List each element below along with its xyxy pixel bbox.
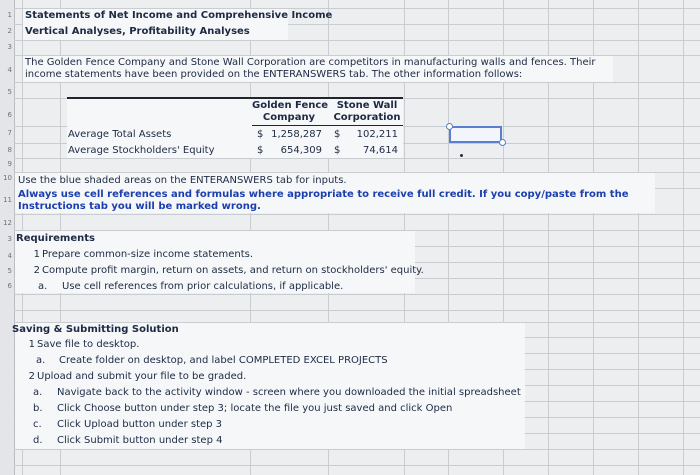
golden-fence-header-2[interactable]: Company [262,112,316,123]
selection-handle-top-left[interactable] [446,123,453,130]
saving-step[interactable]: Click Submit button under step 4 [57,435,223,446]
saving-step-letter: a. [36,355,46,366]
row-number[interactable]: 3 [7,43,12,51]
currency-symbol: $ [257,145,264,156]
requirement-number: 2 [33,265,40,276]
requirements-heading[interactable]: Requirements [16,233,95,244]
requirement-subletter: a. [38,281,48,292]
saving-step-letter: d. [33,435,43,446]
golden-fence-equity[interactable]: 654,309 [280,145,322,156]
instruction-inputs[interactable]: Use the blue shaded areas on the ENTERANSWERS tab for inputs. [18,175,347,186]
row-number[interactable]: 4 [7,252,12,260]
stone-wall-header-2[interactable]: Corporation [333,112,401,123]
stone-wall-equity[interactable]: 74,614 [363,145,398,156]
row-number[interactable]: 10 [3,174,12,182]
row-number[interactable]: 11 [3,196,12,204]
avg-total-assets-label[interactable]: Average Total Assets [68,129,172,140]
saving-heading[interactable]: Saving & Submitting Solution [12,324,179,335]
selection-handle-bottom-right[interactable] [499,139,506,146]
instruction-warning[interactable]: Always use cell references and formulas where appropriate to receive full credit. If you copy/paste from the Instructions tab you will be marked wrong. [18,189,629,212]
saving-step[interactable]: Upload and submit your file to be graded. [37,371,247,382]
saving-step-number: 2 [28,371,35,382]
cursor-dot [460,154,463,157]
row-number[interactable]: 5 [7,267,12,275]
row-number[interactable]: 7 [7,129,12,137]
stone-wall-total-assets[interactable]: 102,211 [356,129,398,140]
requirement-item[interactable]: Use cell references from prior calculations, if applicable. [62,281,344,292]
stone-wall-header-1[interactable]: Stone Wall [336,100,398,111]
currency-symbol: $ [334,145,341,156]
saving-step[interactable]: Click Choose button under step 3; locate the file you just saved and click Open [57,403,453,414]
selected-cell[interactable] [449,126,502,143]
sheet-subtitle[interactable]: Vertical Analyses, Profitability Analyses [25,26,250,37]
row-number[interactable]: 2 [7,27,12,35]
row-header-column [0,0,15,475]
row-number[interactable]: 8 [7,146,12,154]
saving-step-letter: c. [33,419,42,430]
row-number[interactable]: 5 [7,88,12,96]
golden-fence-total-assets[interactable]: 1,258,287 [271,129,322,140]
row-number[interactable]: 1 [7,11,12,19]
intro-text[interactable]: The Golden Fence Company and Stone Wall Corporation are competitors in manufacturing walls and fences. Their income statements have been provided on the ENTERANSWERS tab. The other information follows: [25,57,596,80]
saving-step-letter: a. [33,387,43,398]
saving-step-letter: b. [33,403,43,414]
row-number[interactable]: 4 [7,66,12,74]
row-number[interactable]: 6 [7,282,12,290]
sheet-title[interactable]: Statements of Net Income and Comprehensive Income [25,10,333,21]
currency-symbol: $ [334,129,341,140]
golden-fence-header-1[interactable]: Golden Fence [252,100,329,111]
row-number[interactable]: 9 [7,160,12,168]
saving-step[interactable]: Save file to desktop. [37,339,140,350]
saving-step[interactable]: Navigate back to the activity window - screen where you downloaded the initial spreadsheet [57,387,521,398]
row-number[interactable]: 6 [7,111,12,119]
saving-step-number: 1 [28,339,35,350]
saving-step[interactable]: Create folder on desktop, and label COMPLETED EXCEL PROJECTS [59,355,388,366]
currency-symbol: $ [257,129,264,140]
row-number[interactable]: 3 [7,235,12,243]
requirement-item[interactable]: Prepare common-size income statements. [42,249,254,260]
avg-equity-label[interactable]: Average Stockholders' Equity [68,145,215,156]
requirement-number: 1 [33,249,40,260]
saving-step[interactable]: Click Upload button under step 3 [57,419,223,430]
requirement-item[interactable]: Compute profit margin, return on assets, and return on stockholders' equity. [42,265,424,276]
row-number[interactable]: 12 [3,219,12,227]
